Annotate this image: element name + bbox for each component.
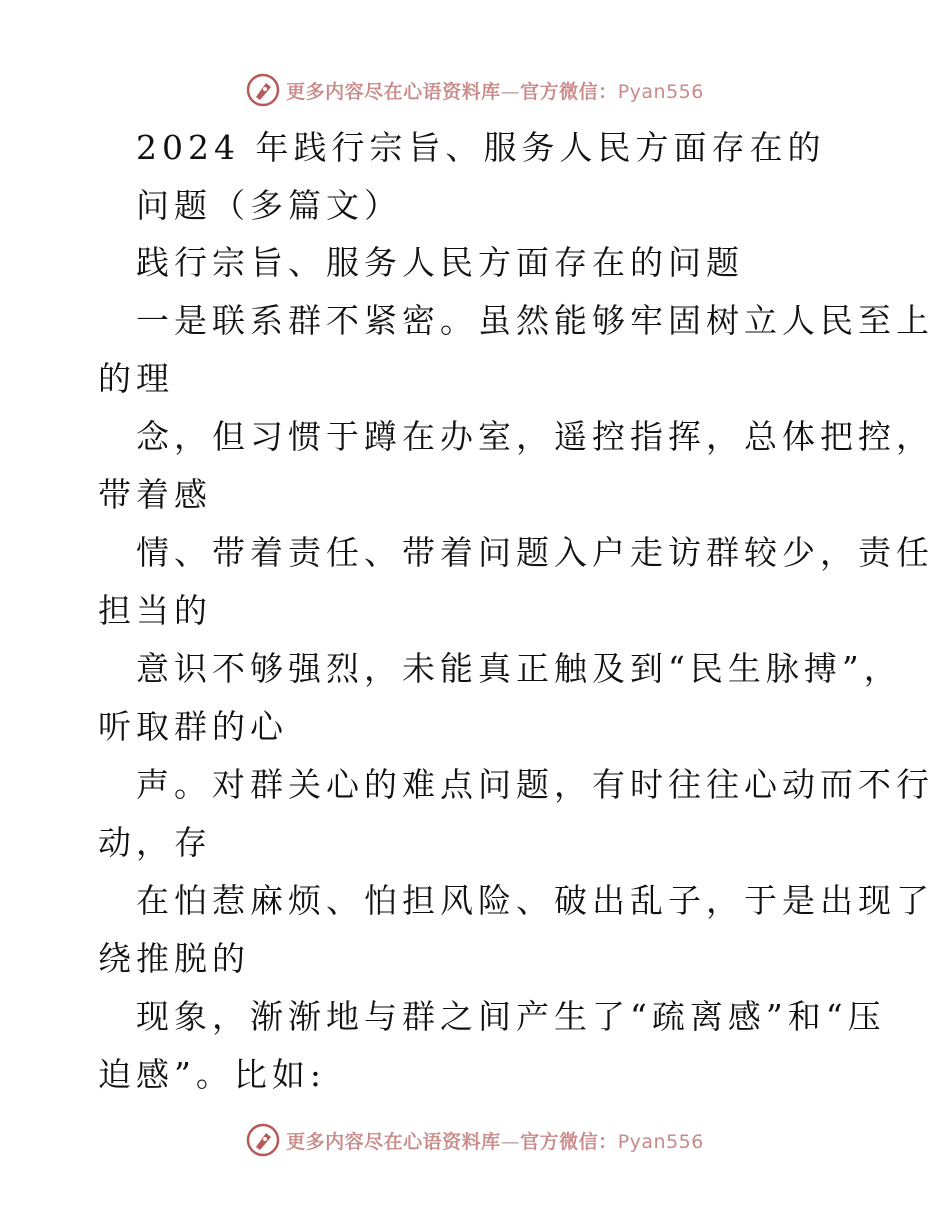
document-title-line-2: 问题（多篇文） (136, 186, 402, 225)
paragraph-line: 念，但习惯于蹲在办室，遥控指挥，总体把控， (136, 417, 934, 456)
header-watermark (0, 68, 950, 112)
watermark-main-text: 更多内容尽在心语资料库 (286, 80, 501, 103)
paragraph-line: 现象，渐渐地与群之间产生了“疏离感”和“压 (136, 997, 886, 1036)
paragraph-line: 情、带着责任、带着问题入户走访群较少，责任 (136, 533, 934, 572)
paragraph-line: 在怕惹麻烦、怕担风险、破出乱子，于是出现了 (136, 881, 934, 920)
watermark-sub-text: 官方微信： (520, 80, 618, 103)
watermark-text (286, 1127, 704, 1154)
footer-watermark (0, 1118, 950, 1162)
pen-nib-circle-icon (246, 1123, 280, 1157)
paragraph-line: 一是联系群不紧密。虽然能够牢固树立人民至上 (136, 301, 934, 340)
document-heading: 践行宗旨、服务人民方面存在的问题 (136, 243, 744, 282)
watermark-separator: — (500, 1130, 521, 1153)
paragraph-line: 绕推脱的 (98, 939, 250, 978)
paragraph-line: 的理 (98, 359, 174, 398)
watermark-sub-text: 官方微信： (520, 1130, 618, 1153)
paragraph-line: 担当的 (98, 591, 212, 630)
document-title-line-1: 2024 年践行宗旨、服务人民方面存在的 (136, 128, 826, 167)
watermark-main-text: 更多内容尽在心语资料库 (286, 1130, 501, 1153)
paragraph-line: 带着感 (98, 475, 212, 514)
watermark-separator: — (500, 80, 521, 103)
paragraph-line: 迫感”。比如: (98, 1055, 326, 1094)
paragraph-line: 听取群的心 (98, 707, 288, 746)
paragraph-line: 声。对群关心的难点问题，有时往往心动而不行 (136, 765, 934, 804)
watermark-text (286, 77, 704, 104)
watermark-wechat-id: Pyan556 (617, 80, 704, 103)
pen-nib-circle-icon (246, 73, 280, 107)
paragraph-line: 动，存 (98, 823, 212, 862)
paragraph-line: 意识不够强烈，未能真正触及到“民生脉搏”， (136, 649, 902, 688)
watermark-wechat-id: Pyan556 (617, 1130, 704, 1153)
